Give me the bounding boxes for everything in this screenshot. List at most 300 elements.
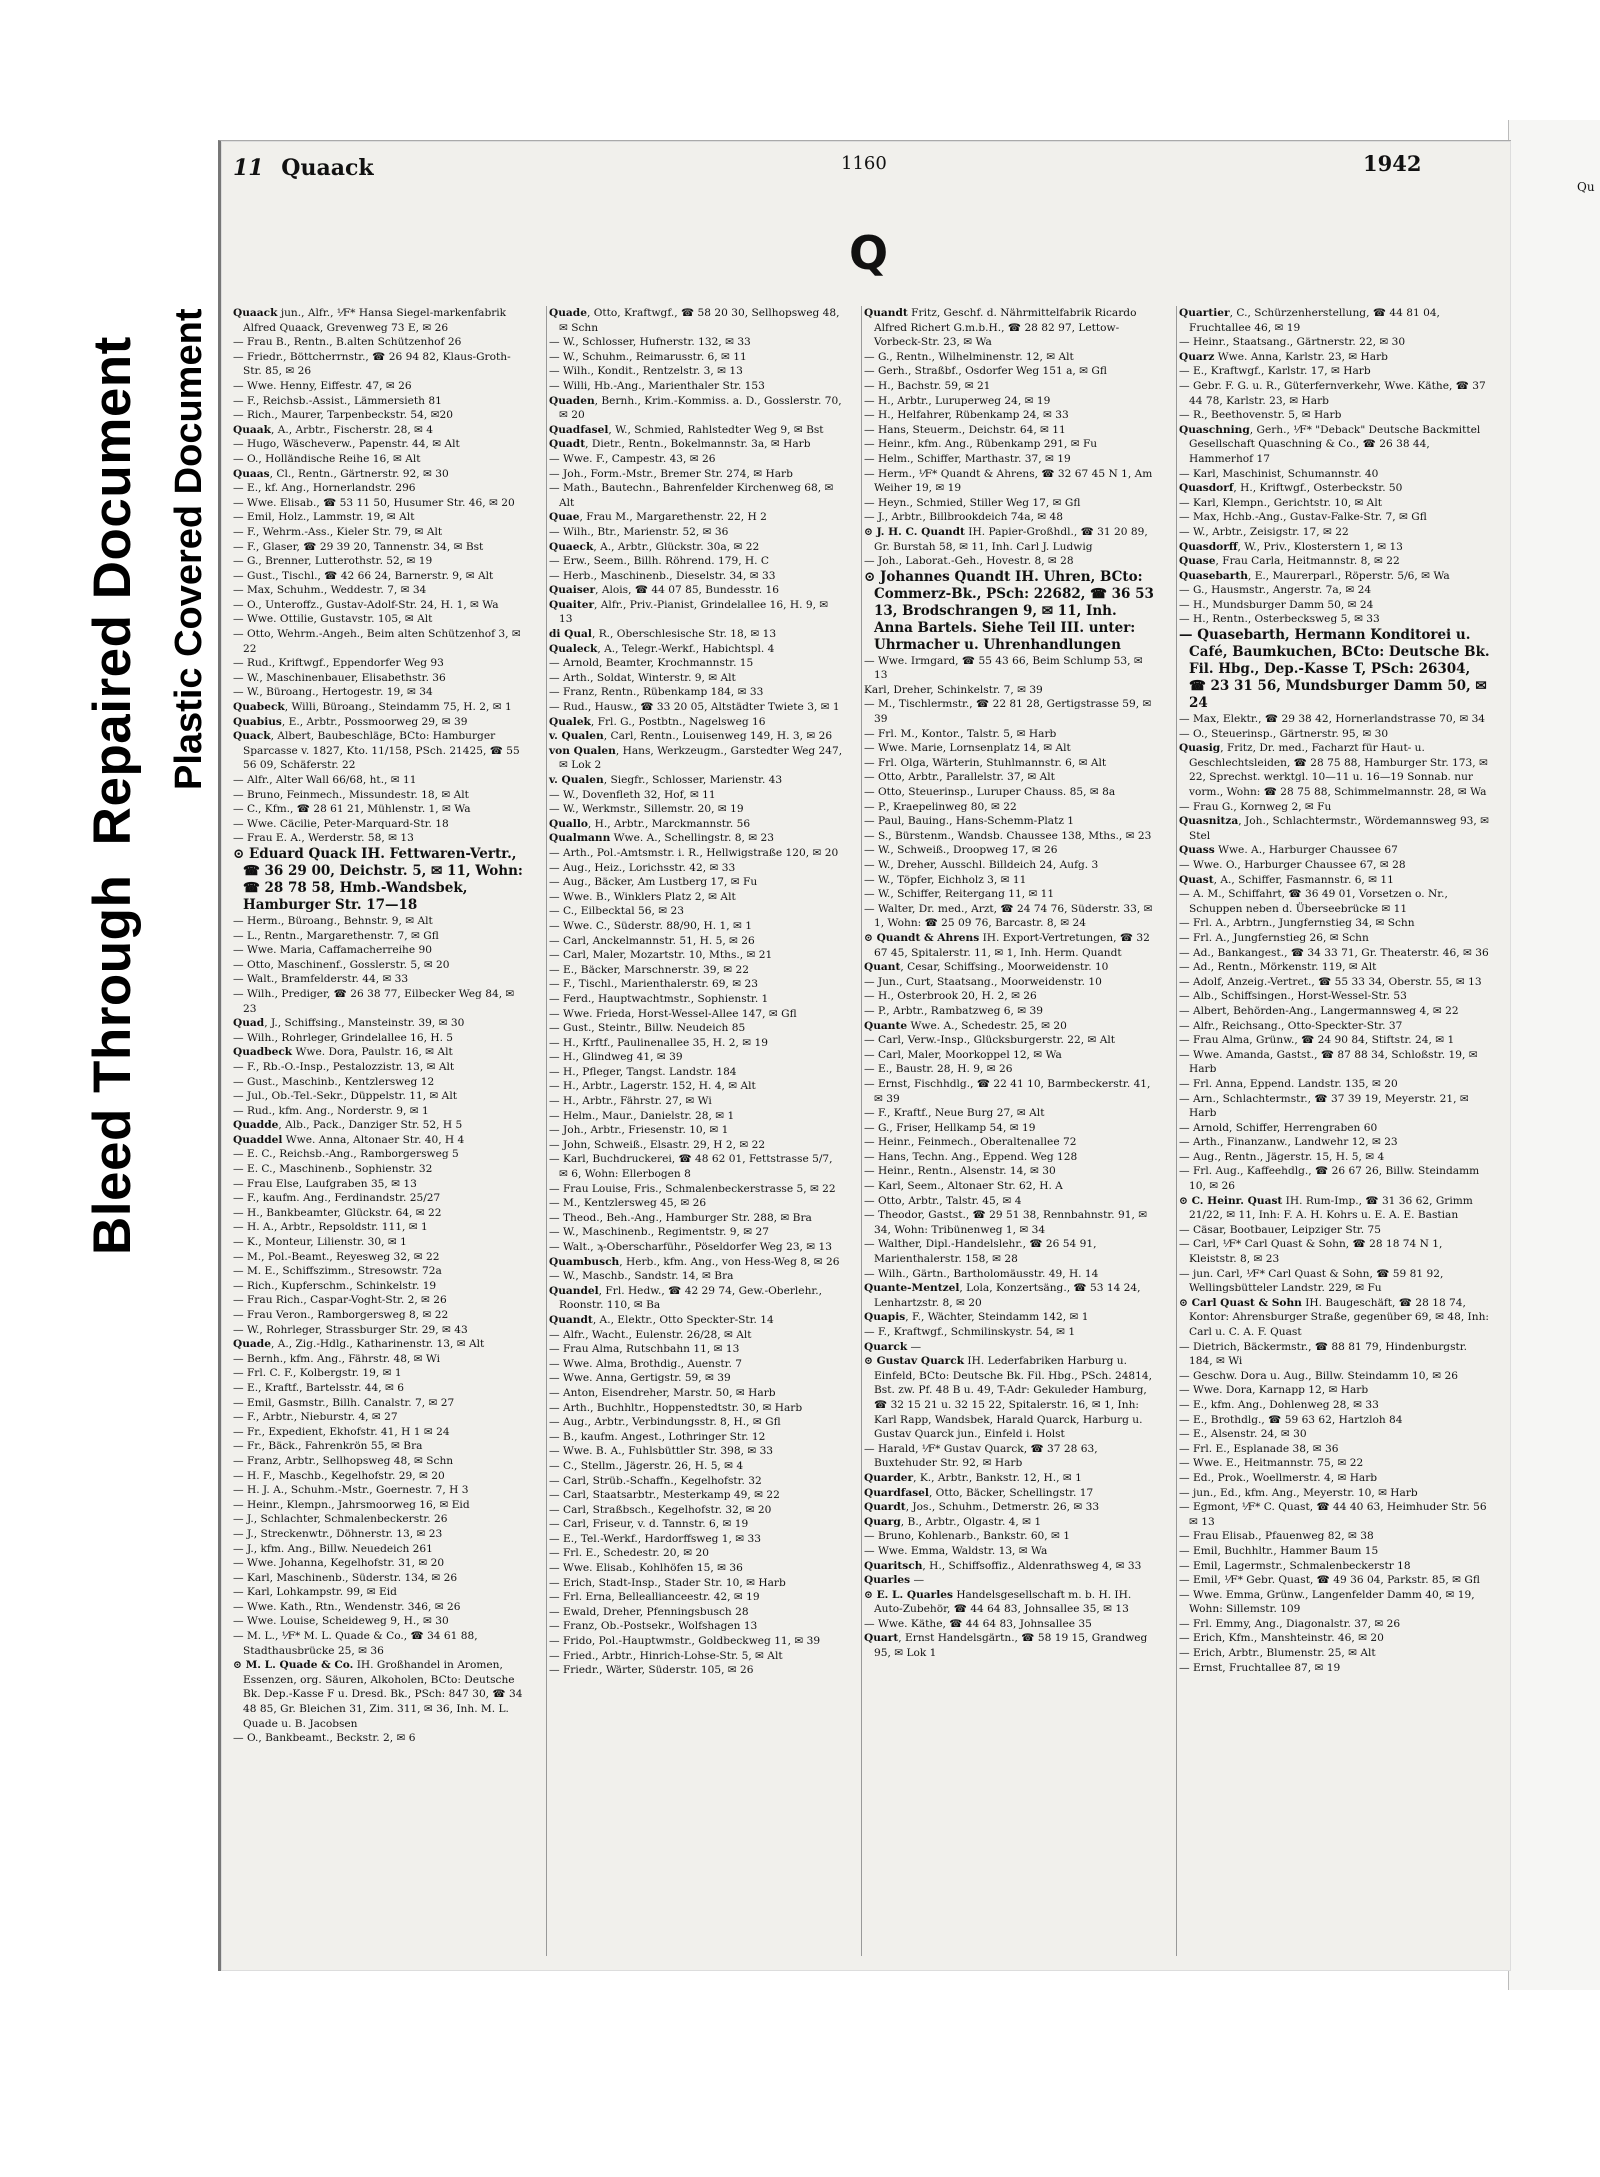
entry-details: — Aug., Bäcker, Am Lustberg 17, ✉ Fu [549,876,758,889]
entry-details: — Wwe. Alma, Brothdig., Auenstr. 7 [549,1357,743,1370]
entry-details: — Rud., Hausw., ☎ 33 20 05, Altstädter Twiete 3, ✉ 1 [549,701,840,714]
entry-details: — Willi, Hb.-Ang., Marienthaler Str. 153 [549,379,765,392]
entry-details: — Geschw. Dora u. Aug., Billw. Steindamm 10, ✉ 26 [1179,1369,1458,1382]
directory-entry [549,1065,847,1080]
directory-entry [1179,627,1495,712]
entry-details: — Frl. E., Schedestr. 20, ✉ 20 [549,1547,709,1560]
directory-entry [864,727,1162,742]
directory-entry [1179,554,1495,569]
directory-entry [233,1323,531,1338]
directory-entry [1179,931,1495,946]
entry-details: — O., Holländische Reihe 16, ✉ Alt [233,452,421,465]
directory-entry [549,1328,847,1343]
directory-entry [549,1284,847,1313]
entry-details: — W., Rohrleger, Strassburger Str. 29, ✉ 43 [233,1323,468,1336]
directory-entry [1179,1004,1495,1019]
entry-surname: ⊙ Gustav Quarck [864,1355,965,1368]
entry-details: — Wwe. Marie, Lornsenplatz 14, ✉ Alt [864,742,1071,755]
directory-entry [864,902,1162,931]
directory-entry [1179,1150,1495,1165]
directory-entry [233,1293,531,1308]
entry-details: — Bruno, Kohlenarb., Bankstr. 60, ✉ 1 [864,1530,1071,1543]
directory-entry [549,963,847,978]
entry-details: — E., Brothdlg., ☎ 59 63 62, Hartzloh 84 [1179,1413,1403,1426]
directory-entry [549,1094,847,1109]
entry-details: Handelsgesellschaft m. b. H. IH. Auto-Zubehör, ☎ 44 64 83, Johnsallee 35, ✉ 13 [874,1588,1132,1616]
directory-entry [233,671,531,686]
directory-entry [549,1576,847,1591]
directory-entry [1179,873,1495,888]
entry-surname: Qualmann [549,832,611,845]
directory-entry [233,1177,531,1192]
entry-surname: Quarder [864,1471,914,1484]
entry-details: — G., Rentn., Wilhelminenstr. 12, ✉ Alt [864,350,1074,363]
directory-entry [549,394,847,423]
entry-details: — Wwe. Irmgard, ☎ 55 43 66, Beim Schlump 53, ✉ 13 [864,654,1143,682]
entry-details: — S., Bürstenm., Wandsb. Chaussee 138, Mths., ✉ 23 [864,829,1152,842]
entry-details: — G., Hausmstr., Angerstr. 7a, ✉ 24 [1179,584,1372,597]
entry-details: — Frau Alma, Grünw., ☎ 24 90 84, Stiftstr. 24, ✉ 1 [1179,1034,1455,1047]
directory-entry [549,1634,847,1649]
directory-entry [549,1532,847,1547]
entry-details: — H., Arbtr., Luruperweg 24, ✉ 19 [864,394,1051,407]
entry-details: , Willi, Büroang., Steindamm 75, H. 2, ✉ 1 [284,701,512,714]
entry-details: , Bernh., Krim.-Kommiss. a. D., Gosslerstr. 70, ✉ 20 [559,394,842,422]
entry-details: — H. F., Maschb., Kegelhofstr. 29, ✉ 20 [233,1469,445,1482]
entry-details: — Karl, Lohkampstr. 99, ✉ Eid [233,1586,397,1599]
entry-surname: Quandt [864,307,908,319]
directory-entry [1179,350,1495,365]
directory-entry [549,1459,847,1474]
entry-details: — Wwe. Anna, Gertigstr. 59, ✉ 39 [549,1372,731,1385]
entry-surname: Quasnitza [1179,815,1239,828]
entry-surname: Quasdorf [1179,482,1234,495]
edition-year: 1942 [1363,151,1422,176]
directory-entry [233,1527,531,1542]
directory-entry [1179,1135,1495,1150]
entry-details: — W., Dreher, Ausschl. Billdeich 24, Aufg. 3 [864,859,1099,871]
entry-details: — W., Schiffer, Reitergang 11, ✉ 11 [864,888,1055,901]
directory-entry [549,1313,847,1328]
directory-entry [233,467,531,482]
entry-details: , J., Schiffsing., Mansteinstr. 39, ✉ 30 [264,1017,465,1030]
repaired-document-text: Repaired Document [83,336,142,846]
entry-details: — E., kfm. Ang., Dohlenweg 28, ✉ 33 [1179,1398,1379,1411]
directory-entry [1179,1661,1495,1676]
directory-entry [549,1546,847,1561]
entry-details: — Alfr., Wacht., Eulenstr. 26/28, ✉ Alt [549,1328,752,1341]
entry-details: — Arth., Soldat, Winterstr. 9, ✉ Alt [549,671,736,684]
entry-details: — G., Brenner, Lutterothstr. 52, ✉ 19 [233,555,433,568]
directory-entry [1179,1164,1495,1193]
entry-details: , Otto, Kraftwgf., ☎ 58 20 30, Sellhopsweg 48, ✉ Schn [559,307,840,334]
directory-entry [864,1179,1162,1194]
entry-details: — Walt., ϡ-Oberscharführ., Pöseldorfer Weg 23, ✉ 13 [549,1241,833,1253]
entry-details: , Otto, Bäcker, Schellingstr. 17 [928,1486,1094,1499]
directory-entry [549,554,847,569]
directory-entry [549,802,847,817]
directory-entry [864,1588,1162,1617]
directory-entry [549,1444,847,1459]
entry-details: — Wwe. Cäcilie, Peter-Marquard-Str. 18 [233,817,449,830]
entry-details: , Lola, Konzertsäng., ☎ 53 14 24, Lenhartzstr. 8, ✉ 20 [874,1282,1141,1309]
entry-details: — Wilh., Rohrleger, Grindelallee 16, H. 5 [233,1031,454,1044]
entry-details: — H., Glindweg 41, ✉ 39 [549,1051,683,1064]
directory-entry [549,1430,847,1445]
directory-entry [233,987,531,1016]
entry-details: — Jun., Curt, Staatsang., Moorweidenstr. 10 [864,975,1102,988]
directory-entry [549,1517,847,1532]
directory-entry [549,627,847,642]
entry-details: — E., Baustr. 28, H. 9, ✉ 26 [864,1063,1013,1076]
entry-surname: di Qual [549,628,592,641]
entry-details: — F., Arbtr., Nieburstr. 4, ✉ 27 [233,1411,398,1424]
entry-details: — Hans, Techn. Ang., Eppend. Weg 128 [864,1150,1078,1163]
directory-entry [233,1381,531,1396]
directory-entry [1179,1456,1495,1471]
entry-details: — F., Glaser, ☎ 29 39 20, Tannenstr. 34, ✉ Bst [233,540,484,553]
directory-entry [864,1559,1162,1574]
entry-details: — Adolf, Anzeig.-Vertret., ☎ 55 33 34, Oberstr. 55, ✉ 13 [1179,975,1482,988]
directory-entry [233,1104,531,1119]
entry-details: — H., Osterbrook 20, H. 2, ✉ 26 [864,990,1037,1003]
directory-entry [233,612,531,627]
directory-entry [1179,814,1495,843]
directory-entry [1179,1383,1495,1398]
directory-entry [549,1663,847,1678]
entry-details: , Joh., Schlachtermstr., Wördemannsweg 93, ✉ Stel [1189,815,1490,842]
entry-details: — Wwe. O., Harburger Chaussee 67, ✉ 28 [1179,859,1406,871]
entry-details: — Otto, Steuerinsp., Luruper Chauss. 85, ✉ 8a [864,786,1116,799]
directory-entry [549,671,847,686]
directory-entry [233,525,531,540]
directory-entry [864,741,1162,756]
entry-details: — Harald, ⅟F* Gustav Quarck, ☎ 37 28 63, Buxtehuder Str. 92, ✉ Harb [864,1442,1098,1470]
entry-details: , Cesar, Schiffsing., Moorweidenstr. 10 [900,961,1109,974]
directory-entry [233,1147,531,1162]
entry-details: , B., Arbtr., Olgastr. 4, ✉ 1 [900,1515,1042,1528]
entry-details: — [907,1340,922,1353]
entry-details: , A., Zig.-Hdlg., Katharinenstr. 13, ✉ Alt [270,1338,485,1351]
directory-entry [864,306,1162,350]
entry-surname: ⊙ C. Heinr. Quast [1179,1194,1283,1207]
entry-details: — W., Schlosser, Hufnerstr. 132, ✉ 33 [549,336,751,349]
directory-entry [864,394,1162,409]
entry-details: — Wilh., Prediger, ☎ 26 38 77, Eilbecker Weg 84, ✉ 23 [233,987,515,1015]
entry-details: — Wwe. Emma, Waldstr. 13, ✉ Wa [864,1544,1048,1557]
entry-details: , Albert, Baubeschläge, BCto: Hamburger Sparcasse v. 1827, Kto. 11/158, PSch. 21425, ☎ 55 56 09, Schäferstr. 22 [243,730,520,772]
entry-details: — Carl, Maler, Mozartstr. 10, Mths., ✉ 21 [549,949,773,962]
directory-entry [1179,1573,1495,1588]
directory-entry [549,467,847,482]
directory-entry [1179,1500,1495,1529]
entry-details: Wwe. A., Schellingstr. 8, ✉ 23 [610,832,774,845]
directory-entry [549,904,847,919]
directory-entry [549,1561,847,1576]
entry-surname: Quade [549,307,587,319]
entry-details: , A., Elektr., Otto Speckter-Str. 14 [592,1313,774,1326]
entry-surname: ⊙ M. L. Quade & Co. [233,1659,354,1672]
directory-entry [864,1631,1162,1660]
directory-entry [233,1454,531,1469]
entry-surname: Quaritsch [864,1559,923,1572]
entry-details: , E., Maurerparl., Röperstr. 5/6, ✉ Wa [1247,569,1450,582]
directory-entry [1179,1092,1495,1121]
directory-columns [231,306,1496,1956]
entry-details: — Helm., Schiffer, Marthastr. 37, ✉ 19 [864,452,1071,465]
directory-entry [233,1031,531,1046]
entry-details: , H., Arbtr., Marckmannstr. 56 [587,817,751,830]
directory-entry [1179,525,1495,540]
directory-entry [233,929,531,944]
entry-details: — H., Arbtr., Lagerstr. 152, H. 4, ✉ Alt [549,1080,756,1093]
directory-entry [233,958,531,973]
entry-details: — Arth., Finanzanw., Landwehr 12, ✉ 23 [1179,1136,1398,1149]
entry-surname: Quant [864,961,901,974]
entry-surname: Quart [864,1632,899,1645]
entry-details: — Wwe. Ottilie, Gustavstr. 105, ✉ Alt [233,613,433,626]
entry-surname: Quarles [864,1574,911,1587]
directory-entry [864,408,1162,423]
directory-entry [233,773,531,788]
entry-details: — Erich, Kfm., Manshteinstr. 46, ✉ 20 [1179,1632,1384,1645]
entry-surname: ⊙ Carl Quast & Sohn [1179,1296,1302,1309]
entry-details: Wwe. Dora, Paulstr. 16, ✉ Alt [292,1046,453,1059]
directory-entry [1179,1646,1495,1661]
directory-entry [549,919,847,934]
directory-entry [549,350,847,365]
entry-surname: Quambusch [549,1255,620,1268]
directory-entry [233,1629,531,1658]
entry-details: — Frl. Anna, Eppend. Landstr. 135, ✉ 20 [1179,1077,1398,1090]
entry-details: — [910,1574,925,1587]
directory-entry [1179,598,1495,613]
entry-details: — Wilh., Btr., Marienstr. 52, ✉ 36 [549,525,729,538]
entry-details: — Wwe. Johanna, Kegelhofstr. 31, ✉ 20 [233,1557,445,1570]
directory-entry [233,350,531,379]
directory-entry [1179,1296,1495,1340]
entry-details: — Carl, Staatsarbtr., Mesterkamp 49, ✉ 22 [549,1489,780,1502]
directory-entry [864,1617,1162,1632]
entry-details: IH. Baugeschäft, ☎ 28 18 74, Kontor: Ahrensburger Straße, gegenüber 69, ✉ 48, Inh: Carl u. C. A. F. Quast [1189,1296,1489,1338]
entry-surname: Quade [233,1338,271,1351]
directory-entry [549,715,847,730]
directory-entry [549,481,847,510]
entry-details: — H. A., Arbtr., Repsoldstr. 111, ✉ 1 [233,1221,428,1234]
entry-details: — Carl, Straßbsch., Kegelhofstr. 32, ✉ 20 [549,1503,772,1516]
directory-entry [1179,858,1495,873]
entry-details: — H., Pfleger, Tangst. Landstr. 184 [549,1065,737,1078]
entry-surname: Quaiser [549,584,596,597]
entry-details: — Karl, Klempn., Gerichtstr. 10, ✉ Alt [1179,496,1382,509]
directory-entry [864,1194,1162,1209]
directory-entry [864,525,1162,554]
directory-entry [549,1401,847,1416]
directory-entry [233,1614,531,1629]
directory-entry [1179,989,1495,1004]
entry-details: — Ferd., Hauptwachtmstr., Sophienstr. 1 [549,992,769,1005]
directory-entry [864,1164,1162,1179]
directory-entry [233,496,531,511]
entry-details: — O., Unteroffz., Gustav-Adolf-Str. 24, H. 1, ✉ Wa [233,598,499,611]
entry-details: — Ad., Bankangest., ☎ 34 33 71, Gr. Theaterstr. 46, ✉ 36 [1179,946,1489,959]
directory-entry [1179,1559,1495,1574]
directory-entry [233,1118,531,1133]
entry-details: — Arth., Buchhltr., Hoppenstedtstr. 30, ✉ Harb [549,1401,803,1414]
entry-surname: Qualeck [549,642,598,655]
directory-entry [233,423,531,438]
entry-details: — Emil, Holz., Lammstr. 19, ✉ Alt [233,511,415,524]
entry-details: — Rud., Kriftwgf., Eppendorfer Weg 93 [233,657,444,670]
entry-surname: Quabius [233,715,282,728]
entry-details: — Wwe. Kath., Rtn., Wendenstr. 346, ✉ 26 [233,1600,461,1613]
entry-details: — O., Bankbeamt., Beckstr. 2, ✉ 6 [233,1732,416,1745]
directory-entry [864,1062,1162,1077]
entry-details: — F., Kraftwgf., Schmilinskystr. 54, ✉ 1 [864,1326,1076,1338]
entry-details: — Joh., Form.-Mstr., Bremer Str. 274, ✉ Harb [549,467,793,480]
directory-entry [549,861,847,876]
entry-details: — Gust., Tischl., ☎ 42 66 24, Barnerstr. 9, ✉ Alt [233,569,494,582]
entry-details: , K., Arbtr., Bankstr. 12, H., ✉ 1 [913,1471,1082,1484]
directory-entry [864,1325,1162,1340]
directory-entry [549,642,847,657]
entry-details: , Carl, Rentn., Louisenweg 149, H. 3, ✉ 26 [603,730,833,743]
entry-details: — Carl, Friseur, v. d. Tannstr. 6, ✉ 19 [549,1518,749,1531]
directory-entry [864,1237,1162,1266]
entry-surname: Quasdorff [1179,540,1238,553]
entry-details: — Heyn., Schmied, Stiller Weg 17, ✉ Gfl [864,496,1081,509]
entry-details: — Frl. Erna, Belleallianceestr. 42, ✉ 19 [549,1591,760,1604]
directory-entry [549,1079,847,1094]
entry-details: — G., Friser, Hellkamp 54, ✉ 19 [864,1121,1036,1134]
directory-entry [864,379,1162,394]
directory-entry [233,1264,531,1279]
directory-entry [233,481,531,496]
entry-details: — P., Arbtr., Rambatzweg 6, ✉ 39 [864,1004,1044,1017]
section-word: Quaack [281,155,374,181]
entry-details: — Ernst, Fischhdlg., ☎ 22 41 10, Barmbeckerstr. 41, ✉ 39 [864,1077,1151,1105]
entry-details: — Fr., Expedient, Ekhofstr. 41, H 1 ✉ 24 [233,1425,450,1438]
entry-details: — W., Dovenfleth 32, Hof, ✉ 11 [549,788,716,801]
entry-details: — Franz, Arbtr., Sellhopsweg 48, ✉ Schn [233,1454,454,1467]
entry-details: — W., Schuhm., Reimarusstr. 6, ✉ 11 [549,350,747,363]
directory-entry [864,683,1162,698]
entry-details: jun., Alfr., ⅟F* Hansa Siegel-markenfabrik Alfred Quaack, Grevenweg 73 E, ✉ 26 [243,307,507,334]
entry-details: — W., Maschb., Sandstr. 14, ✉ Bra [549,1270,734,1283]
entry-surname: Qualek [549,715,591,728]
entry-details: IH. Fettwaren-Vertr., ☎ 36 29 00, Deichstr. 5, ✉ 11, Wohn: ☎ 28 78 58, Hmb.-Wandsbek, Hamburger Str. 17—18 [243,845,523,913]
directory-entry [864,829,1162,844]
entry-details: — W., Töpfer, Eichholz 3, ✉ 11 [864,873,1027,886]
directory-entry [549,1503,847,1518]
directory-entry [864,1500,1162,1515]
directory-entry [233,1600,531,1615]
directory-entry [1179,800,1495,815]
directory-entry [864,654,1162,683]
column-3 [861,306,1162,1956]
entry-surname: ⊙ J. H. C. Quandt [864,525,965,538]
directory-entry [549,1225,847,1240]
directory-entry [1179,408,1495,423]
entry-details: — Gebr. F. G. u. R., Güterfernverkehr, Wwe. Käthe, ☎ 37 44 78, Karlstr. 23, ✉ Harb [1179,379,1486,407]
directory-entry [864,931,1162,960]
directory-entry [549,1357,847,1372]
directory-entry [864,496,1162,511]
entry-details: — Erich, Stadt-Insp., Stader Str. 10, ✉ Harb [549,1576,786,1589]
directory-entry [549,525,847,540]
degradation-label-bleed [82,336,143,1255]
entry-details: — Carl, Verw.-Insp., Glücksburgerstr. 22, ✉ Alt [864,1034,1115,1047]
entry-surname: Quadbeck [233,1046,293,1059]
directory-entry [549,875,847,890]
directory-entry [864,1106,1162,1121]
directory-entry [1179,1442,1495,1457]
directory-entry [549,1007,847,1022]
directory-entry [233,1731,531,1746]
directory-entry [549,1182,847,1197]
directory-entry [1179,727,1495,742]
entry-details: — M. L., ⅟F* M. L. Quade & Co., ☎ 34 61 88, Stadthausbrücke 25, ✉ 36 [233,1630,478,1657]
directory-entry [233,685,531,700]
entry-surname: Quaiter [549,598,595,611]
entry-details: — Wwe. Maria, Caffamacherreihe 90 [233,944,432,957]
directory-entry [233,408,531,423]
directory-entry [549,948,847,963]
entry-surname: Quante-Mentzel [864,1282,960,1295]
directory-entry [864,887,1162,902]
directory-entry [549,423,847,438]
directory-entry [1179,1617,1495,1632]
entry-details: — Wwe. Elisab., ☎ 53 11 50, Husumer Str. 46, ✉ 20 [233,496,515,509]
entry-details: — Hugo, Wäscheverw., Papenstr. 44, ✉ Alt [233,438,460,451]
entry-surname: Quartier [1179,307,1230,319]
entry-details: — Ernst, Fruchtallee 87, ✉ 19 [1179,1661,1341,1674]
entry-surname: Quaddel [233,1133,283,1146]
directory-entry [233,1366,531,1381]
entry-details: , F., Wächter, Steindamm 142, ✉ 1 [905,1311,1089,1324]
entry-details: — Max, Schuhm., Weddestr. 7, ✉ 34 [233,584,427,597]
entry-details: — Wwe. Frieda, Horst-Wessel-Allee 147, ✉ Gfl [549,1007,797,1020]
directory-entry [549,1649,847,1664]
entry-details: — Walther, Dipl.-Handelslehr., ☎ 26 54 91, Marienthalerstr. 158, ✉ 28 [864,1238,1097,1266]
directory-entry [1179,916,1495,931]
entry-details: — Wwe. B., Winklers Platz 2, ✉ Alt [549,890,736,903]
entry-details: — jun., Ed., kfm. Ang., Meyerstr. 10, ✉ Harb [1179,1486,1418,1499]
entry-details: — Arn., Schlachtermstr., ☎ 37 39 19, Meyerstr. 21, ✉ Harb [1179,1092,1469,1120]
directory-entry [549,1474,847,1489]
entry-details: — Heinr., Feinmech., Oberaltenallee 72 [864,1136,1077,1149]
directory-entry [1179,1267,1495,1296]
directory-entry [1179,481,1495,496]
directory-entry [233,1658,531,1731]
entry-details: — Wwe. B. A., Fuhlsbüttler Str. 398, ✉ 33 [549,1445,774,1458]
entry-details: — Erich, Arbtr., Blumenstr. 25, ✉ Alt [1179,1647,1376,1660]
entry-details: — Walt., Bramfelderstr. 44, ✉ 33 [233,973,409,986]
entry-surname: Quast [1179,873,1214,886]
directory-entry [549,1050,847,1065]
directory-entry [233,1425,531,1440]
directory-entry [864,423,1162,438]
directory-entry [864,756,1162,771]
directory-entry [1179,1588,1495,1617]
directory-entry [864,975,1162,990]
directory-entry [549,1036,847,1051]
entry-details: — M., Kentzlersweg 45, ✉ 26 [549,1197,707,1210]
column-4 [1176,306,1495,1956]
entry-details: — Heinr., Klempn., Jahrsmoorweg 16, ✉ Eid [233,1498,470,1511]
directory-entry [233,1556,531,1571]
entry-details: — Theodor, Gastst., ☎ 29 51 38, Rennbahnstr. 91, ✉ 34, Wohn: Tribünenweg 1, ✉ 34 [864,1209,1148,1236]
